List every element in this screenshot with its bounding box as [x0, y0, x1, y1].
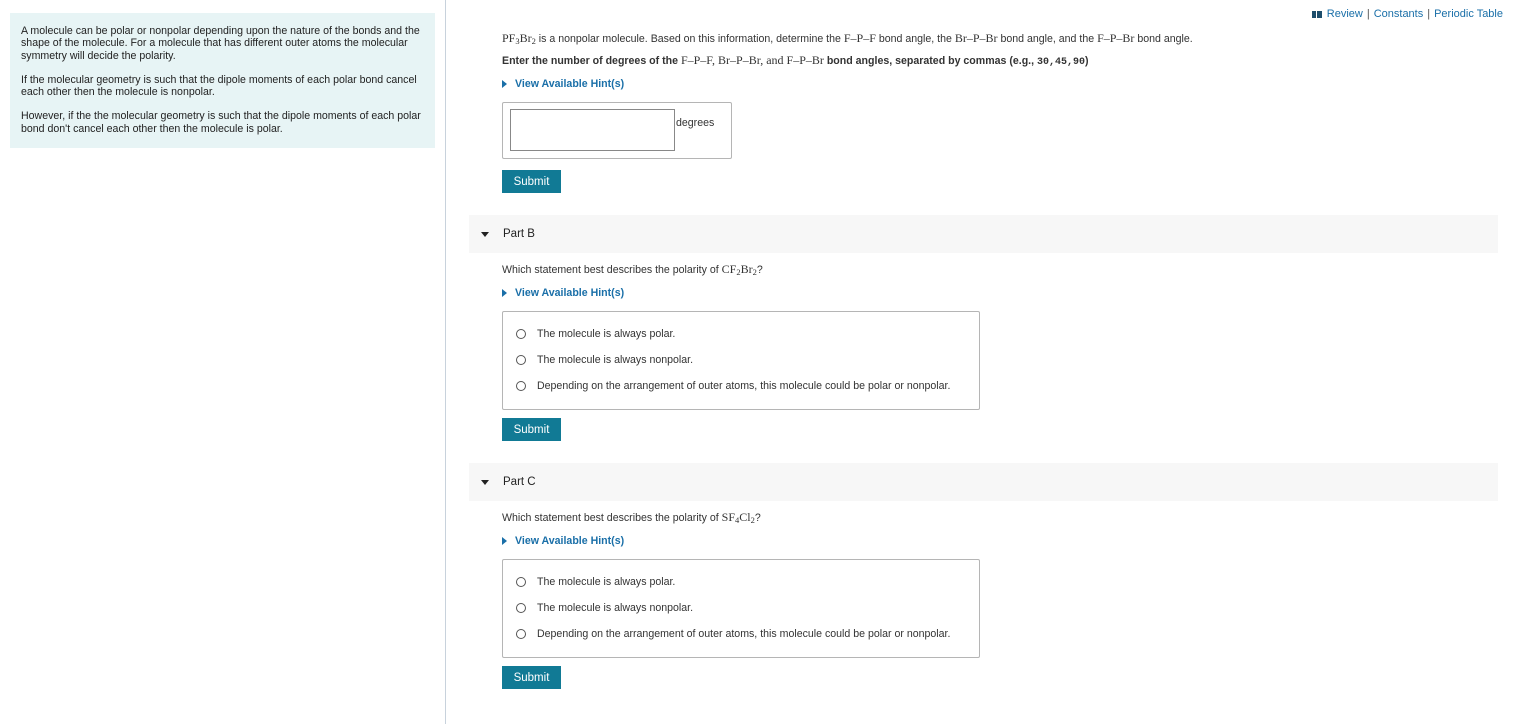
choice-label: The molecule is always nonpolar. [537, 354, 694, 366]
part-c-choice-3[interactable] [516, 628, 950, 640]
part-a-question: $PF_3Br_2$ is a nonpolar molecule. Based on this information, determine the F–P–F bond angle, the Br–P–Br bond angle, and the F–P–Br bond angle. [502, 31, 1193, 46]
caret-right-icon [502, 289, 507, 297]
top-links [1312, 8, 1503, 20]
hint-label: View Available Hint(s) [515, 287, 625, 299]
left-panel [0, 0, 446, 724]
caret-right-icon [502, 80, 507, 88]
caret-down-icon [481, 232, 489, 237]
radio-button[interactable] [516, 355, 526, 365]
link-separator: | [1427, 8, 1431, 20]
part-b-hint-toggle[interactable] [502, 287, 624, 299]
intro-paragraph-2: If the molecular geometry is such that the dipole moments of each polar bond cancel each other then the molecule is nonpolar. [21, 73, 417, 99]
formula-pf3br2: $PF_3Br_2$ [502, 31, 536, 46]
review-link[interactable]: Review [1326, 8, 1363, 20]
part-c-choice-2[interactable] [516, 602, 693, 614]
part-c-submit-button[interactable]: Submit [502, 666, 561, 689]
constants-link[interactable]: Constants [1373, 8, 1424, 20]
choice-label: Depending on the arrangement of outer atoms, this molecule could be polar or nonpolar. [537, 628, 951, 640]
part-b-header[interactable] [469, 215, 1498, 253]
part-b-title: Part B [503, 228, 535, 240]
part-b-choices [502, 311, 980, 410]
choice-label: The molecule is always nonpolar. [537, 602, 694, 614]
part-c-hint-toggle[interactable] [502, 535, 624, 547]
choice-label: The molecule is always polar. [537, 328, 676, 340]
radio-button[interactable] [516, 629, 526, 639]
radio-button[interactable] [516, 381, 526, 391]
caret-right-icon [502, 537, 507, 545]
formula-sf4cl2: $SF_4Cl_2$ [721, 510, 755, 525]
part-c-question: Which statement best describes the polarity of $SF_4Cl_2$? [502, 510, 761, 525]
radio-button[interactable] [516, 603, 526, 613]
radio-button[interactable] [516, 577, 526, 587]
formula-cf2br2: $CF_2Br_2$ [721, 262, 757, 277]
part-b-choice-2[interactable] [516, 354, 693, 366]
intro-paragraph-3: However, if the the molecular geometry is such that the dipole moments of each polar bond don't cancel each other then the molecule is polar. [21, 110, 421, 135]
part-a-submit-button[interactable]: Submit [502, 170, 561, 193]
part-c-header[interactable] [469, 463, 1498, 501]
part-a-hint-toggle[interactable] [502, 78, 624, 90]
part-c-choices [502, 559, 980, 658]
intro-paragraph-1: A molecule can be polar or nonpolar depending upon the nature of the bonds and the shape of the molecule. For a molecule that has different outer atoms the molecular symmetry will decide the polarity. [21, 25, 420, 62]
part-b-question: Which statement best describes the polarity of $CF_2Br_2$? [502, 262, 763, 277]
part-b-choice-1[interactable] [516, 328, 675, 340]
caret-down-icon [481, 480, 489, 485]
hint-label: View Available Hint(s) [515, 78, 625, 90]
radio-button[interactable] [516, 329, 526, 339]
part-a-instructions: Enter the number of degrees of the F–P–F, Br–P–Br, and F–P–Br bond angles, separated by commas (e.g., 30,45,90) [502, 53, 1089, 68]
part-a-answer-box [502, 102, 732, 159]
part-b-choice-3[interactable] [516, 380, 950, 392]
book-icon [1312, 11, 1322, 18]
link-separator: | [1366, 8, 1370, 20]
part-c-title: Part C [503, 476, 536, 488]
part-b-submit-button[interactable]: Submit [502, 418, 561, 441]
choice-label: Depending on the arrangement of outer atoms, this molecule could be polar or nonpolar. [537, 380, 951, 392]
intro-box [10, 13, 435, 148]
hint-label: View Available Hint(s) [515, 535, 625, 547]
bond-angle-input[interactable] [510, 109, 675, 151]
periodic-table-link[interactable]: Periodic Table [1434, 8, 1503, 20]
unit-label: degrees [676, 117, 715, 129]
choice-label: The molecule is always polar. [537, 576, 676, 588]
part-c-choice-1[interactable] [516, 576, 675, 588]
